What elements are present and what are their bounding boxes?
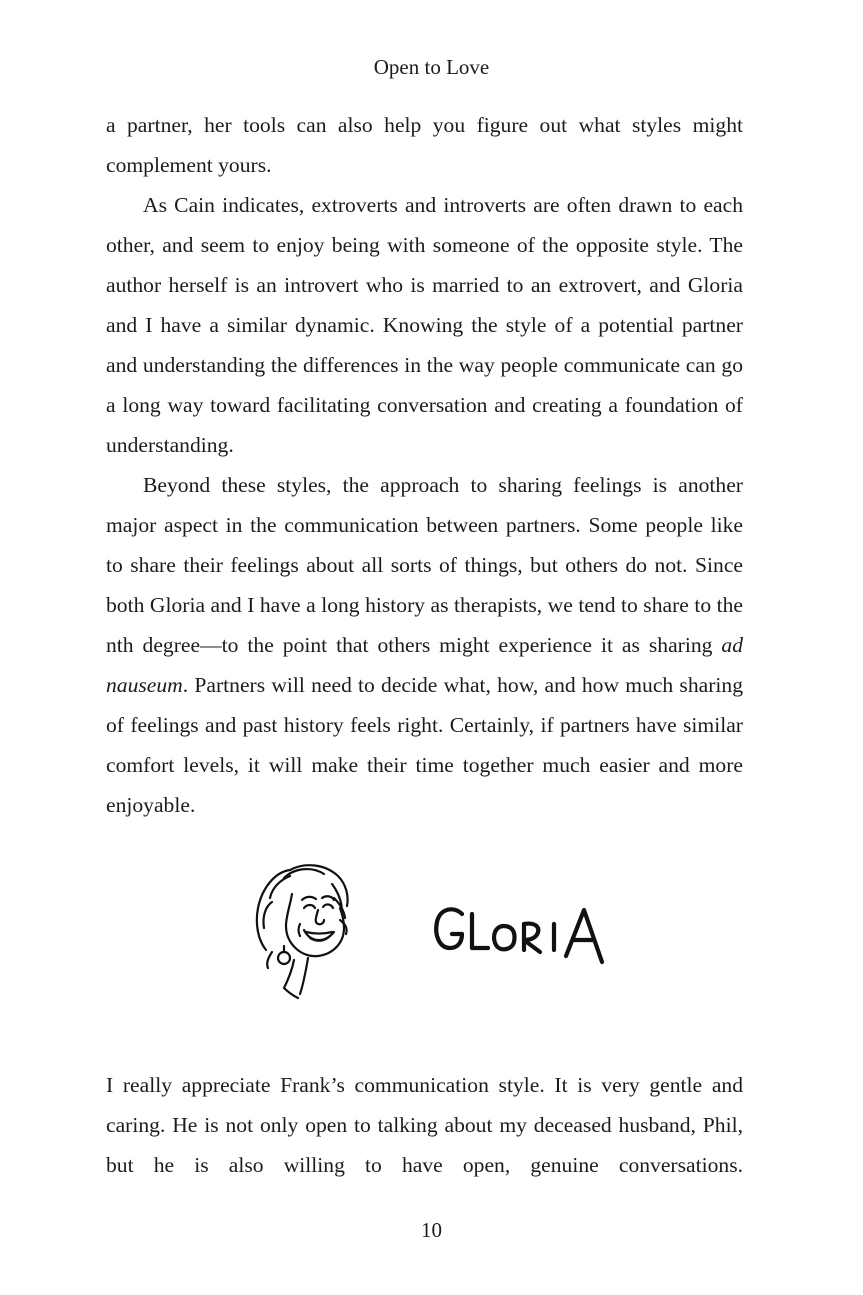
gloria-portrait-icon	[250, 858, 360, 1003]
paragraph-1: a partner, her tools can also help you figure out what styles might complement yours.	[106, 113, 743, 177]
paragraph-3-end: . Partners will need to decide what, how, and how much sharing of feelings and past history feels right. Certainly, if partners have similar comfort levels, it will make their time together much easier and more enjoyable.	[106, 673, 743, 817]
paragraph-4: I really appreciate Frank’s communication style. It is very gentle and caring. He is not only open to talking about my deceased husband, Phil, but he is also willing to have open, genuine conversations.	[106, 1073, 743, 1177]
paragraph-3-italic: ad nauseum	[106, 633, 743, 697]
paragraph-3-start: Beyond these styles, the approach to sharing feelings is another major aspect in the communication between partners. Some people like to share their feelings about all sorts of things, but others do not. Since both Gloria and I have a long history as therapists, we tend to share to the nth degree—to the point that others might experience it as sharing	[106, 473, 743, 657]
gloria-handwritten-name	[432, 900, 622, 970]
body-text-bottom	[106, 1065, 743, 1185]
paragraph-2: As Cain indicates, extroverts and introverts are often drawn to each other, and seem to enjoy being with someone of the opposite style. The author herself is an introvert who is married to an extrovert, and Gloria and I have a similar dynamic. Knowing the style of a potential partner and understanding the differences in the way people communicate can go a long way toward facilitating conversation and creating a foundation of understanding.	[106, 193, 743, 457]
page-number: 10	[421, 1218, 442, 1242]
gloria-signature-block	[250, 858, 630, 1003]
running-head: Open to Love	[373, 55, 490, 79]
paragraph-3	[106, 465, 743, 825]
body-text-top	[106, 105, 743, 825]
